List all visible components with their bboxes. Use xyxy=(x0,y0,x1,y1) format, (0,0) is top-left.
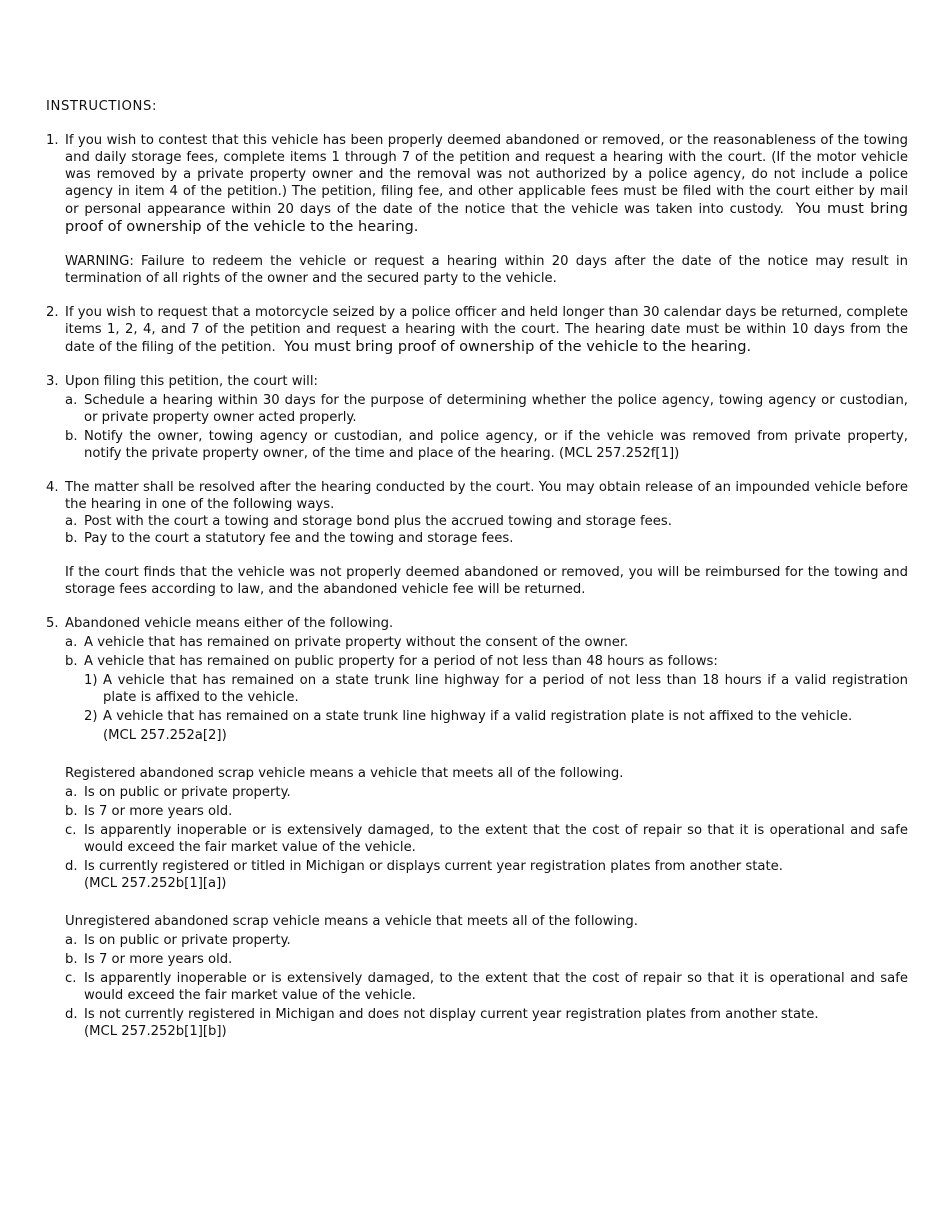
sub-item-text: Is currently registered or titled in Michigan or displays current year registration plates from another state. xyxy=(84,859,783,874)
sub-item-label: b. xyxy=(65,429,78,444)
reimbursement-text: If the court finds that the vehicle was not properly deemed abandoned or removed, you will be reimbursed for the towing and storage fees according to law, and the abandoned vehicle fee will be returned. xyxy=(65,565,908,597)
sub-item-label: d. xyxy=(65,1007,78,1022)
sub-item xyxy=(65,784,908,801)
item-number: 2. xyxy=(46,305,59,320)
sub-item-text: Is on public or private property. xyxy=(84,933,291,948)
sub-sub-item-text: A vehicle that has remained on a state trunk line highway for a period of not less than 18 hours if a valid registration plate is affixed to the vehicle. xyxy=(103,673,908,705)
sub-item-label: a. xyxy=(65,514,78,529)
instruction-item-2 xyxy=(46,304,908,356)
warning-text: WARNING: Failure to redeem the vehicle or request a hearing within 20 days after the date of the notice may result in termination of all rights of the owner and the secured party to the vehicle. xyxy=(65,254,908,286)
sub-item xyxy=(65,653,908,744)
sub-item xyxy=(65,1006,908,1040)
sub-item-text: Is 7 or more years old. xyxy=(84,952,233,967)
item-text: Upon filing this petition, the court will: xyxy=(65,374,318,389)
sub-item-text: A vehicle that has remained on private property without the consent of the owner. xyxy=(84,635,629,650)
instructions-page xyxy=(46,98,908,1057)
citation: (MCL 257.252b[1][a]) xyxy=(84,876,227,891)
sub-item xyxy=(65,428,908,462)
item-number: 4. xyxy=(46,480,59,495)
sub-item-text: Notify the owner, towing agency or custodian, and police agency, or if the vehicle was removed from private property, notify the private property owner, of the time and place of the hearing. (MCL 257.252f[1]) xyxy=(84,429,908,461)
sub-item-text: Is 7 or more years old. xyxy=(84,804,233,819)
citation: (MCL 257.252b[1][b]) xyxy=(84,1024,227,1039)
sub-item xyxy=(65,513,908,530)
sub-item-label: b. xyxy=(65,952,78,967)
sub-item-text: A vehicle that has remained on public property for a period of not less than 48 hours as follows: xyxy=(84,654,718,669)
item-number: 5. xyxy=(46,616,59,631)
sub-item-text: Post with the court a towing and storage bond plus the accrued towing and storage fees. xyxy=(84,514,672,529)
sub-item xyxy=(65,932,908,949)
sub-sub-item-label: 2) xyxy=(84,709,98,724)
instruction-item-5 xyxy=(46,615,908,1040)
sub-item-label: a. xyxy=(65,393,78,408)
sub-item-label: a. xyxy=(65,785,78,800)
item-text: If you wish to contest that this vehicle has been properly deemed abandoned or removed, or the reasonableness of the towing and daily storage fees, complete items 1 through 7 of the petition and request a hearing with the court. (If the motor vehicle was removed by a private property owner and the removal was not authorized by a police agency, do not include a police agency in item 4 of the petition.) The petition, filing fee, and other applicable fees must be filed with the court either by mail or personal appearance within 20 days of the date of the notice that the vehicle was taken into custody. You must bring proof of ownership of the vehicle to the hearing. xyxy=(65,133,908,235)
sub-item xyxy=(65,530,908,547)
sub-item-text: Is not currently registered in Michigan and does not display current year registration plates from another state. xyxy=(84,1007,819,1022)
sub-sub-item xyxy=(84,672,908,706)
sub-item-label: b. xyxy=(65,804,78,819)
ownership-notice: You must bring proof of ownership of the vehicle to the hearing. xyxy=(65,200,908,235)
sub-item-label: c. xyxy=(65,971,77,986)
sub-item-label: d. xyxy=(65,859,78,874)
instructions-heading: INSTRUCTIONS: xyxy=(46,99,158,114)
sub-sub-item-label: 1) xyxy=(84,673,98,688)
sub-item-text: Is apparently inoperable or is extensively damaged, to the extent that the cost of repair so that it is operational and safe would exceed the fair market value of the vehicle. xyxy=(84,971,908,1003)
item-text: If you wish to request that a motorcycle seized by a police officer and held longer than 30 calendar days be returned, complete items 1, 2, 4, and 7 of the petition and request a hearing with the court. The hearing date must be within 10 days from the date of the filing of the petition. You must bring proof of ownership of the vehicle to the hearing. xyxy=(65,305,908,355)
ownership-notice: You must bring proof of ownership of the vehicle to the hearing. xyxy=(284,338,752,355)
sub-item xyxy=(65,392,908,426)
sub-item xyxy=(65,803,908,820)
unregistered-scrap-intro: Unregistered abandoned scrap vehicle means a vehicle that meets all of the following. xyxy=(65,914,638,929)
sub-item-text: Pay to the court a statutory fee and the towing and storage fees. xyxy=(84,531,514,546)
instruction-item-3 xyxy=(46,373,908,462)
sub-item-label: a. xyxy=(65,933,78,948)
sub-item-label: c. xyxy=(65,823,77,838)
sub-item xyxy=(65,970,908,1004)
sub-sub-item-text: A vehicle that has remained on a state trunk line highway if a valid registration plate is not affixed to the vehicle. xyxy=(103,709,853,724)
sub-item-label: a. xyxy=(65,635,78,650)
sub-sub-item xyxy=(84,708,908,725)
instruction-item-1 xyxy=(46,132,908,287)
sub-item xyxy=(65,858,908,892)
sub-item-text: Is apparently inoperable or is extensively damaged, to the extent that the cost of repair so that it is operational and safe would exceed the fair market value of the vehicle. xyxy=(84,823,908,855)
sub-item-label: b. xyxy=(65,531,78,546)
instruction-item-4 xyxy=(46,479,908,598)
sub-item-label: b. xyxy=(65,654,78,669)
sub-item xyxy=(65,822,908,856)
sub-item-text: Is on public or private property. xyxy=(84,785,291,800)
registered-scrap-intro: Registered abandoned scrap vehicle means a vehicle that meets all of the following. xyxy=(65,766,624,781)
item-number: 3. xyxy=(46,374,59,389)
sub-item xyxy=(65,634,908,651)
item-number: 1. xyxy=(46,133,59,148)
item-text: Abandoned vehicle means either of the following. xyxy=(65,616,394,631)
sub-item xyxy=(65,951,908,968)
citation: (MCL 257.252a[2]) xyxy=(103,728,227,743)
item-text: The matter shall be resolved after the hearing conducted by the court. You may obtain release of an impounded vehicle before the hearing in one of the following ways. xyxy=(65,480,908,512)
sub-item-text: Schedule a hearing within 30 days for the purpose of determining whether the police agency, towing agency or custodian, or private property owner acted properly. xyxy=(84,393,908,425)
